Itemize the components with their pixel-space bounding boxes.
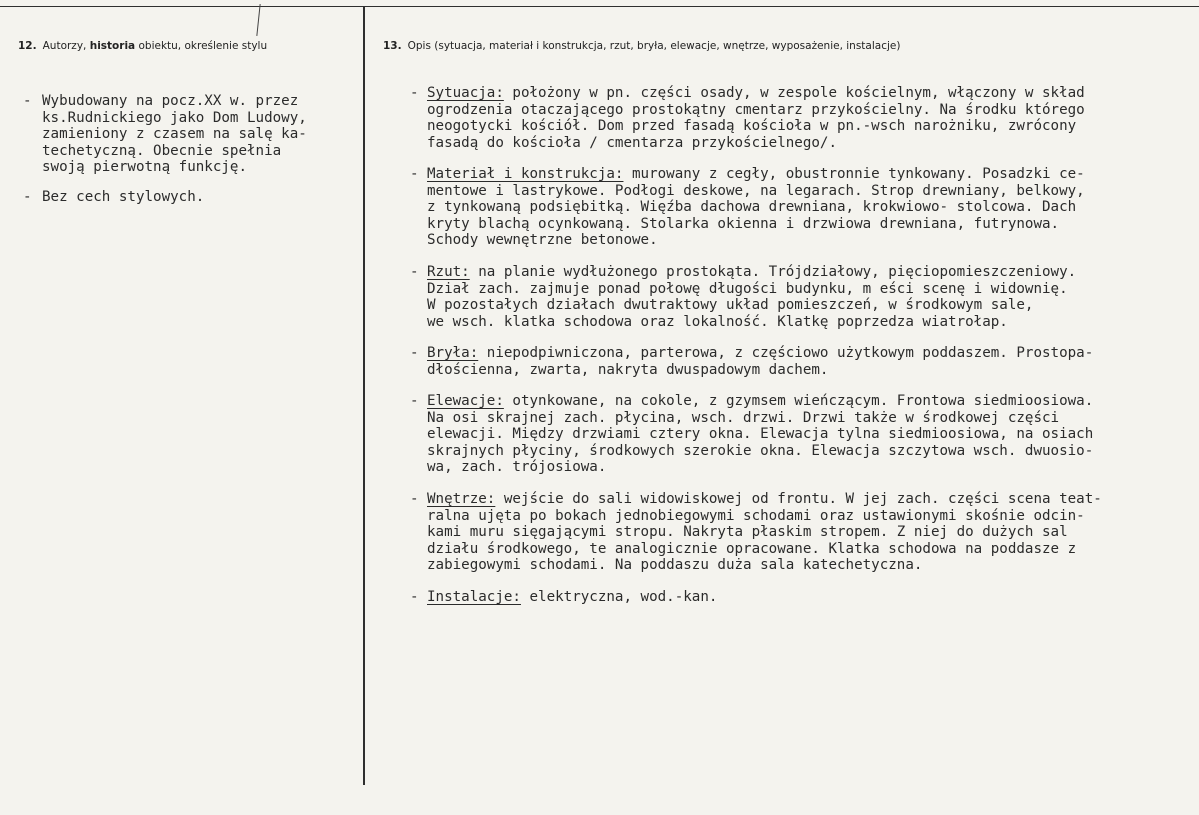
entry-line: mentowe i lastrykowe. Podłogi deskowe, na legarach. Strop drewniany, belkowy, [427, 182, 1085, 199]
entry-lines [427, 345, 1093, 378]
entry-line: techetyczną. Obecnie spełnia [42, 142, 282, 159]
entry-lines [42, 189, 204, 206]
section-number: 12. [18, 40, 37, 52]
entry-line: Dział zach. zajmuje ponad połowę długości budynku, m eści scenę i widownię. [427, 280, 1068, 297]
entry-line: swoją pierwotną funkcję. [42, 159, 247, 175]
entry-first-text: murowany z cegły, obustronnie tynkowany. Posadzki ce- [623, 166, 1085, 182]
entry-line: ogrodzenia otaczającego prostokątny cmentarz przykościelny. Na środku którego [427, 101, 1085, 118]
entry-first-line [427, 166, 1085, 183]
entry-lines [427, 166, 1085, 249]
entry-lines [427, 589, 717, 606]
entry-line: W pozostałych działach dwutraktowy układ pomieszczeń, w środkowym sale, [427, 297, 1034, 313]
entry-line: skrajnych płyciny, środkowych szerokie okna. Elewacja szczytowa wsch. dwuosio- [427, 442, 1094, 459]
header-text-pre: Autorzy, [42, 40, 90, 52]
entry-first-line [427, 345, 1093, 362]
entry-dash: - [410, 85, 419, 101]
entry-line: Na osi skrajnej zach. płycina, wsch. drzwi. Drzwi także w środkowej części [427, 409, 1060, 426]
entry-label: Wnętrze: [427, 491, 496, 507]
entry-first-line [427, 491, 1102, 508]
section-13-header [383, 40, 900, 52]
entry-label: Materiał i konstrukcja: [427, 166, 624, 182]
entry-dash: - [410, 393, 419, 409]
entry-lines [42, 93, 307, 176]
entry-lines [427, 393, 1093, 476]
entry-first-line [427, 85, 1085, 102]
entry-line: ks.Rudnickiego jako Dom Ludowy, [42, 109, 307, 126]
entry-line: we wsch. klatka schodowa oraz lokalność. Klatkę poprzedza wiatrołap. [427, 313, 1008, 330]
entry-label: Elewacje: [427, 393, 504, 409]
section-12-header [18, 40, 267, 52]
header-text: Opis (sytuacja, materiał i konstrukcja, rzut, bryła, elewacje, wnętrze, wyposażenie, instalacje) [407, 40, 901, 52]
entry-first-line [427, 264, 1076, 281]
entry-line: Wybudowany na pocz.XX w. przez [42, 93, 299, 109]
entry-first-text: położony w pn. części osady, w zespole kościelnym, włączony w skład [503, 85, 1085, 101]
entry-line: z tynkowaną podsiębitką. Więźba dachowa drewniana, krokwiowo- stolcowa. Dach [427, 199, 1077, 215]
entry-first-text: wejście do sali widowiskowej od frontu. W jej zach. części scena teat- [495, 491, 1102, 507]
entry-line: kryty blachą ocynkowaną. Stolarka okienna i drzwiowa drewniana, futrynowa. [427, 215, 1060, 232]
entry-dash: - [410, 264, 419, 280]
entry-line: elewacji. Między drzwiami cztery okna. Elewacja tylna siedmioosiowa, na osiach [427, 426, 1094, 442]
entry-line: zamieniony z czasem na salę ka- [42, 126, 307, 142]
entry-first-line [427, 589, 717, 606]
entry-label: Instalacje: [427, 589, 521, 605]
entry-dash: - [410, 491, 419, 507]
entry-line: wa, zach. trójosiowa. [427, 459, 607, 475]
top-rule [0, 6, 1199, 7]
entry-line: działu środkowego, te analogicznie opracowane. Klatka schodowa na poddasze z [427, 540, 1077, 557]
entry-line: Schody wewnętrzne betonowe. [427, 232, 658, 248]
section-number: 13. [383, 40, 402, 52]
entry-dash: - [410, 345, 419, 361]
entry-first-text: niepodpiwniczona, parterowa, z częściowo użytkowym poddaszem. Prostopa- [478, 345, 1094, 361]
entry-first-line [427, 393, 1093, 410]
entry-line: neogotycki kościół. Dom przed fasadą kościoła w pn.-wsch narożniku, zwrócony [427, 118, 1077, 134]
entry-dash: - [23, 93, 32, 109]
entry-line: zabiegowymi schodami. Na poddaszu duża sala katechetyczna. [427, 557, 923, 573]
entry-line: ralna ujęta po bokach jednobiegowymi schodami oraz ustawionymi skośnie odcin- [427, 507, 1085, 524]
entry-dash: - [410, 589, 419, 605]
pen-tick-mark [256, 4, 260, 36]
entry-label: Sytuacja: [427, 85, 504, 101]
entry-label: Rzut: [427, 264, 470, 280]
entry-line: fasadą do kościoła / cmentarza przykościelnego/. [427, 134, 837, 151]
entry-first-text: elektryczna, wod.-kan. [520, 589, 718, 605]
entry-line: kami muru sięgającymi stropu. Nakryta płaskim stropem. Z niej do dużych sal [427, 524, 1068, 540]
entry-lines [427, 491, 1102, 574]
column-divider [363, 7, 365, 785]
entry-line: dłościenna, zwarta, nakryta dwuspadowym dachem. [427, 361, 829, 378]
entry-line: Bez cech stylowych. [42, 189, 205, 205]
header-text-post: obiektu, określenie stylu [135, 40, 268, 52]
entry-dash: - [410, 166, 419, 182]
entry-first-text: na planie wydłużonego prostokąta. Trójdziałowy, pięciopomieszczeniowy. [469, 264, 1077, 280]
entry-lines [427, 264, 1076, 330]
entry-lines [427, 85, 1085, 151]
entry-dash: - [23, 189, 32, 205]
header-text-bold: historia [89, 40, 136, 52]
entry-label: Bryła: [427, 345, 479, 361]
entry-first-text: otynkowane, na cokole, z gzymsem wieńczącym. Frontowa siedmioosiowa. [503, 393, 1094, 409]
